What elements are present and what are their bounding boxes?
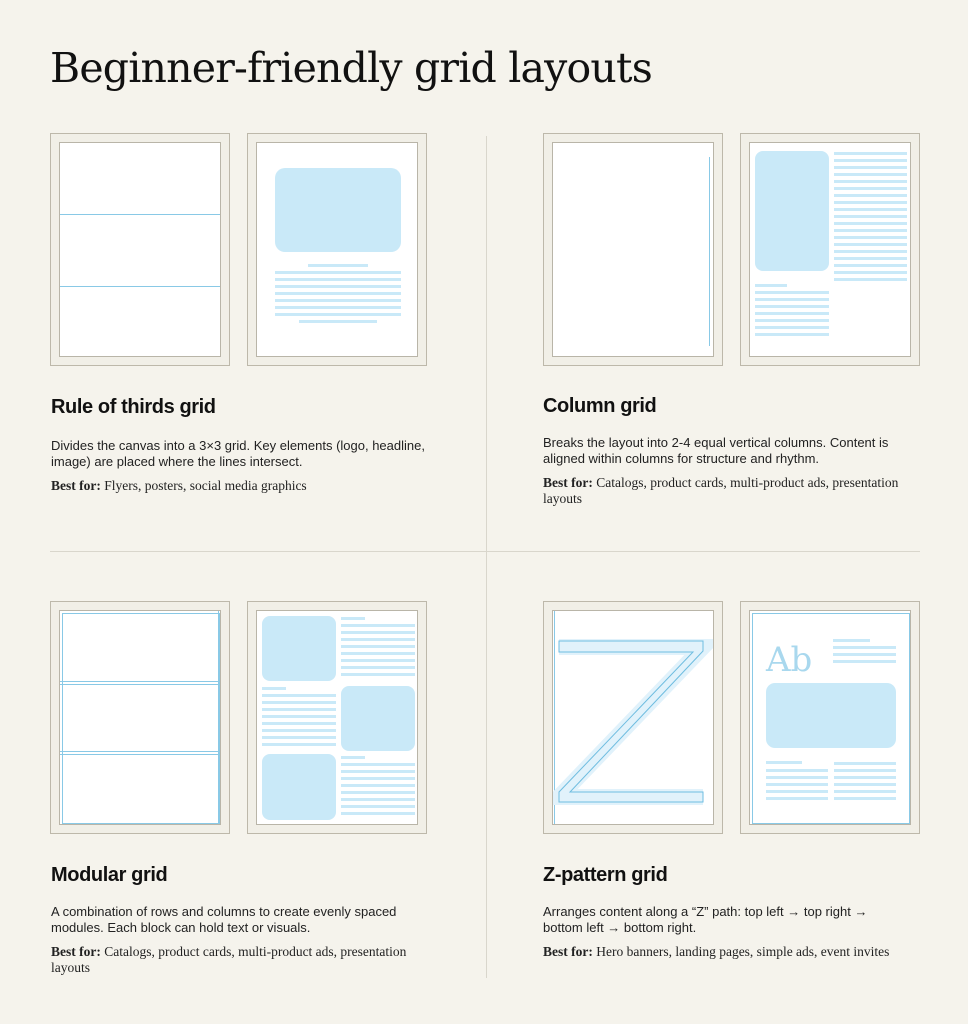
section-title: Rule of thirds grid [51,396,216,418]
right-text-lines [834,762,896,800]
image-block-1 [262,616,336,681]
example-page [256,610,418,825]
example-page [256,142,418,357]
left-column-text [755,284,829,336]
rule-of-thirds-example-diagram [247,133,427,366]
right-column-text [834,152,907,281]
vertical-divider [486,136,487,978]
section-title: Z-pattern grid [543,864,668,886]
section-title: Column grid [543,395,657,417]
headline-lines [833,639,896,663]
page-title: Beginner-friendly grid layouts [50,44,652,92]
section-z-pattern [543,862,943,960]
best-for [51,944,421,976]
horizontal-divider [50,551,920,552]
text-block-3 [341,756,415,815]
section-rule-of-thirds [51,394,451,494]
best-for-label: Best for: [51,944,101,959]
best-for [543,944,943,960]
z-pattern-example-diagram [740,601,920,834]
best-for-text: Catalogs, product cards, multi-product ads, presentation layouts [51,944,407,975]
section-column [543,393,943,507]
example-page [749,610,911,825]
headline-line [308,264,368,267]
sample-text: Ab [766,640,813,680]
best-for [51,478,421,494]
section-title: Modular grid [51,864,168,886]
image-placeholder [766,683,896,748]
left-text-lines [766,761,828,800]
section-modular [51,862,451,976]
image-placeholder [755,151,829,271]
section-description: A combination of rows and columns to create evenly spaced modules. Each block can hold text or visuals. [51,904,397,935]
section-description: Divides the canvas into a 3×3 grid. Key elements (logo, headline, image) are placed where the lines intersect. [51,438,425,469]
rule-of-thirds-grid-diagram [50,133,230,366]
text-block-1 [341,617,415,676]
image-block-2 [341,686,415,751]
modular-example-diagram [247,601,427,834]
best-for-label: Best for: [543,944,593,959]
text-lines [275,271,401,323]
grid-page [552,610,714,825]
section-description: Arranges content along a “Z” path: top left → top right → bottom left → bottom right. [543,904,868,935]
text-block-2 [262,687,336,746]
image-block-3 [262,754,336,820]
z-pattern-grid-diagram [543,601,723,834]
best-for-text: Hero banners, landing pages, simple ads, event invites [596,944,890,959]
modular-grid-diagram [50,601,230,834]
grid-page [59,142,221,357]
best-for-label: Best for: [51,478,101,493]
best-for-label: Best for: [543,475,593,490]
z-path-highlight [559,647,703,797]
image-placeholder [275,168,401,252]
column-example-diagram [740,133,920,366]
grid-page [552,142,714,357]
best-for [543,475,913,507]
grid-page [59,610,221,825]
best-for-text: Flyers, posters, social media graphics [104,478,307,493]
example-page [749,142,911,357]
column-grid-diagram [543,133,723,366]
best-for-text: Catalogs, product cards, multi-product ads, presentation layouts [543,475,899,506]
section-description: Breaks the layout into 2-4 equal vertical columns. Content is aligned within columns for structure and rhythm. [543,435,889,466]
